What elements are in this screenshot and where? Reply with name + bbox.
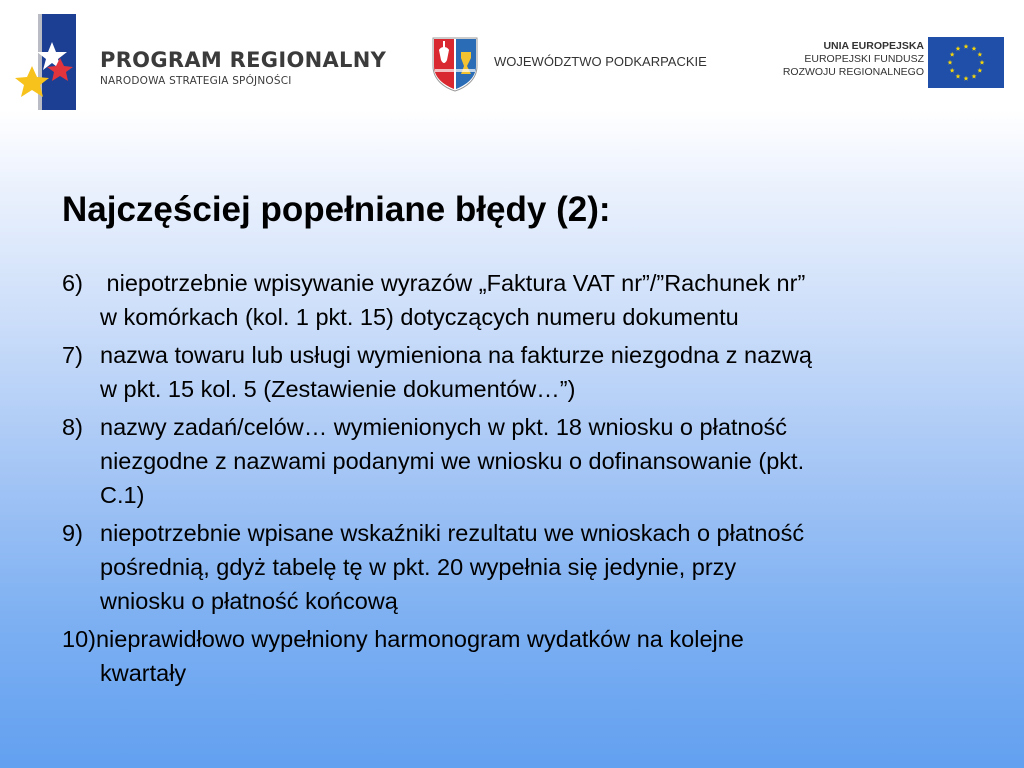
list-item-line: niepotrzebnie wpisywanie wyrazów „Faktura VAT nr”/”Rachunek nr” bbox=[100, 270, 806, 296]
list-item-line: niezgodne z nazwami podanymi we wniosku o dofinansowanie (pkt. bbox=[100, 448, 805, 474]
error-list-item bbox=[62, 622, 982, 690]
list-item-number: 7) bbox=[62, 342, 83, 368]
list-item-text: nieprawidłowo wypełniony harmonogram wydatków na kolejne bbox=[95, 626, 744, 652]
eu-flag-icon bbox=[928, 37, 1004, 88]
list-item-line bbox=[62, 622, 982, 656]
error-list-item bbox=[62, 338, 982, 406]
list-item-line: w pkt. 15 kol. 5 (Zestawienie dokumentów…”) bbox=[100, 376, 576, 402]
error-list bbox=[62, 266, 982, 694]
list-item-line: wniosku o płatność końcową bbox=[100, 588, 398, 614]
error-list-item bbox=[62, 266, 982, 334]
list-item-number: 6) bbox=[62, 270, 83, 296]
podkarpackie-crest-icon bbox=[431, 36, 479, 92]
eu-title: UNIA EUROPEJSKA bbox=[823, 40, 924, 52]
list-item-number: 10) bbox=[62, 626, 96, 652]
eu-fund-text bbox=[783, 40, 924, 79]
program-subtitle: NARODOWA STRATEGIA SPÓJNOŚCI bbox=[100, 75, 292, 87]
error-list-item bbox=[62, 410, 982, 512]
list-item-line: w komórkach (kol. 1 pkt. 15) dotyczących numeru dokumentu bbox=[100, 304, 739, 330]
slide-title: Najczęściej popełniane błędy (2): bbox=[62, 190, 611, 229]
list-item-line: niepotrzebnie wpisane wskaźniki rezultatu we wnioskach o płatność bbox=[100, 520, 805, 546]
list-item-line: nazwa towaru lub usługi wymieniona na fakturze niezgodna z nazwą bbox=[100, 342, 812, 368]
list-item-number: 9) bbox=[62, 520, 83, 546]
list-item-number: 8) bbox=[62, 414, 83, 440]
eu-fund-line-1: EUROPEJSKI FUNDUSZ bbox=[804, 53, 924, 65]
eu-fund-line-2: ROZWOJU REGIONALNEGO bbox=[782, 66, 924, 78]
program-title: PROGRAM REGIONALNY bbox=[100, 48, 387, 72]
list-item-line: pośrednią, gdyż tabelę tę w pkt. 20 wypełnia się jedynie, przy bbox=[100, 554, 737, 580]
list-item-line: kwartały bbox=[100, 660, 187, 686]
header-logos bbox=[0, 0, 1024, 120]
error-list-item bbox=[62, 516, 982, 618]
program-regionalny-text bbox=[100, 48, 386, 87]
program-regionalny-logo bbox=[14, 14, 78, 112]
voivodeship-name: WOJEWÓDZTWO PODKARPACKIE bbox=[494, 54, 707, 69]
list-item-line: C.1) bbox=[100, 482, 145, 508]
list-item-line: nazwy zadań/celów… wymienionych w pkt. 18 wniosku o płatność bbox=[100, 414, 788, 440]
